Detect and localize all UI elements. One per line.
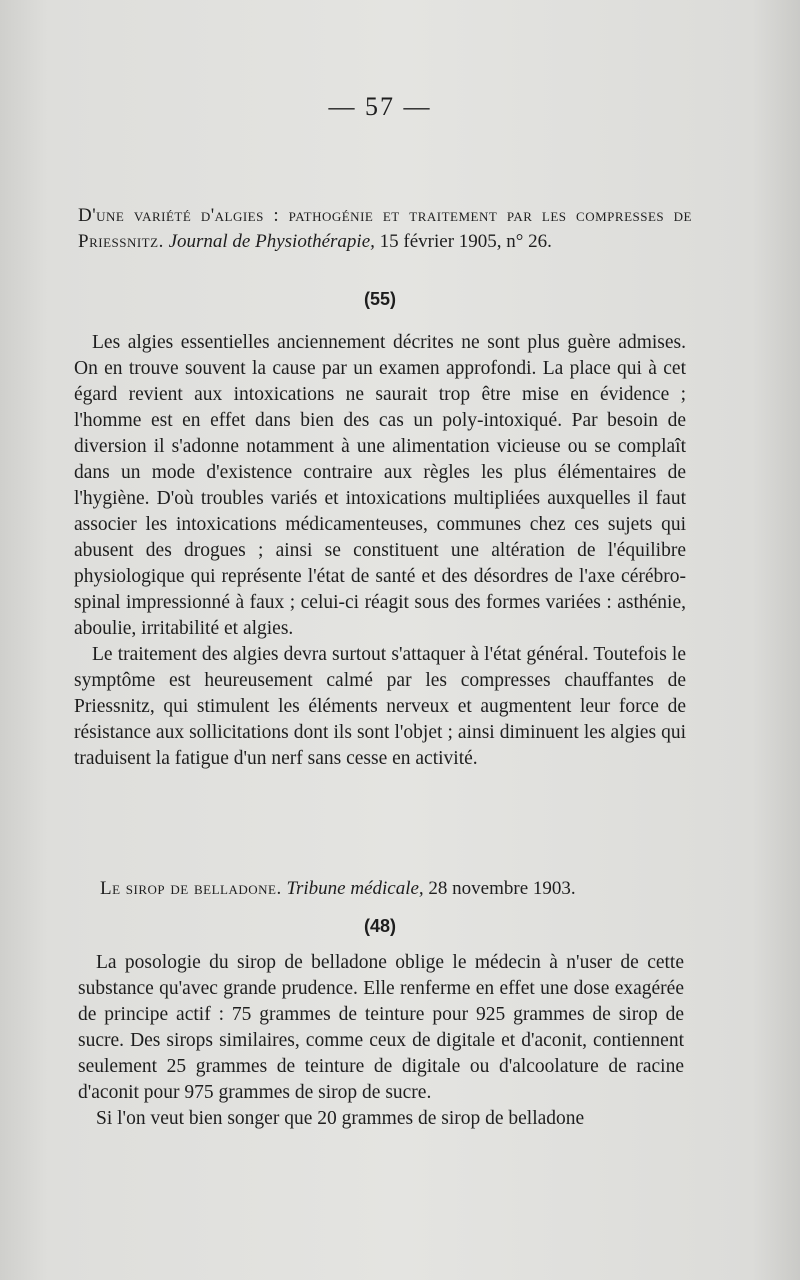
article-body-1 [74,330,686,772]
citation-entry-2 [100,876,700,902]
page-number: — 57 — [328,92,432,121]
citation-details: 28 novembre 1903. [428,878,576,899]
article-body-2 [78,950,684,1132]
citation-details: 15 février 1905, n° 26. [379,230,552,252]
article-number: (48) [363,916,396,936]
paragraph: Le traitement des algies devra surtout s'attaquer à l'état général. Toutefois le symptôme est heureusement calmé par les compresses chauffantes de Priessnitz, qui stimulent les éléments nerveux et augmentent leur force de résistance aux sollicitations dont ils sont l'objet ; ainsi diminuent les algies qui traduisent la fatigue d'un nerf sans cesse en activité. [74,644,686,769]
citation-entry-1 [78,203,692,254]
paragraph: Les algies essentielles anciennement décrites ne sont plus guère admises. On en trouve souvent la cause par un examen approfondi. La place qui à cet égard revient aux intoxications ne saurait trop être mise en évidence ; l'homme est en effet dans bien des cas un poly-intoxiqué. Par besoin de diversion il s'adonne notamment à une alimentation vicieuse ou se complaît dans un mode d'existence contraire aux règles les plus élémentaires de l'hygiène. D'où troubles variés et intoxications multipliées auxquelles il faut associer les intoxications médicamenteuses, communes chez ces sujets qui abusent des drogues ; ainsi se constituent une altération de l'équilibre physiologique qui représente l'état de santé et des désordres de l'axe cérébro-spinal impressionné à faux ; celui-ci réagit sous des formes variées : asthénie, aboulie, irritabilité et algies. [74,332,686,639]
citation-journal: Tribune médicale, [286,878,424,899]
citation-journal: Journal de Physiothérapie, [168,230,375,252]
citation-title: D'une variété d'algies : pathogénie et traitement par les compresses de Priessnitz. [78,205,692,252]
paragraph: Si l'on veut bien songer que 20 grammes de sirop de belladone [96,1108,585,1129]
paragraph: La posologie du sirop de belladone oblige le médecin à n'user de cette substance qu'avec grande prudence. Elle renferme en effet une dose exagérée de principe actif : 75 grammes de teinture pour 925 grammes de sirop de sucre. Des sirops similaires, comme ceux de digitale et d'aconit, contiennent seulement 25 grammes de teinture de digitale ou d'alcoolature de racine d'aconit pour 975 grammes de sirop de sucre. [78,952,684,1103]
article-number: (55) [363,289,396,309]
citation-title: Le sirop de belladone. [100,878,282,899]
